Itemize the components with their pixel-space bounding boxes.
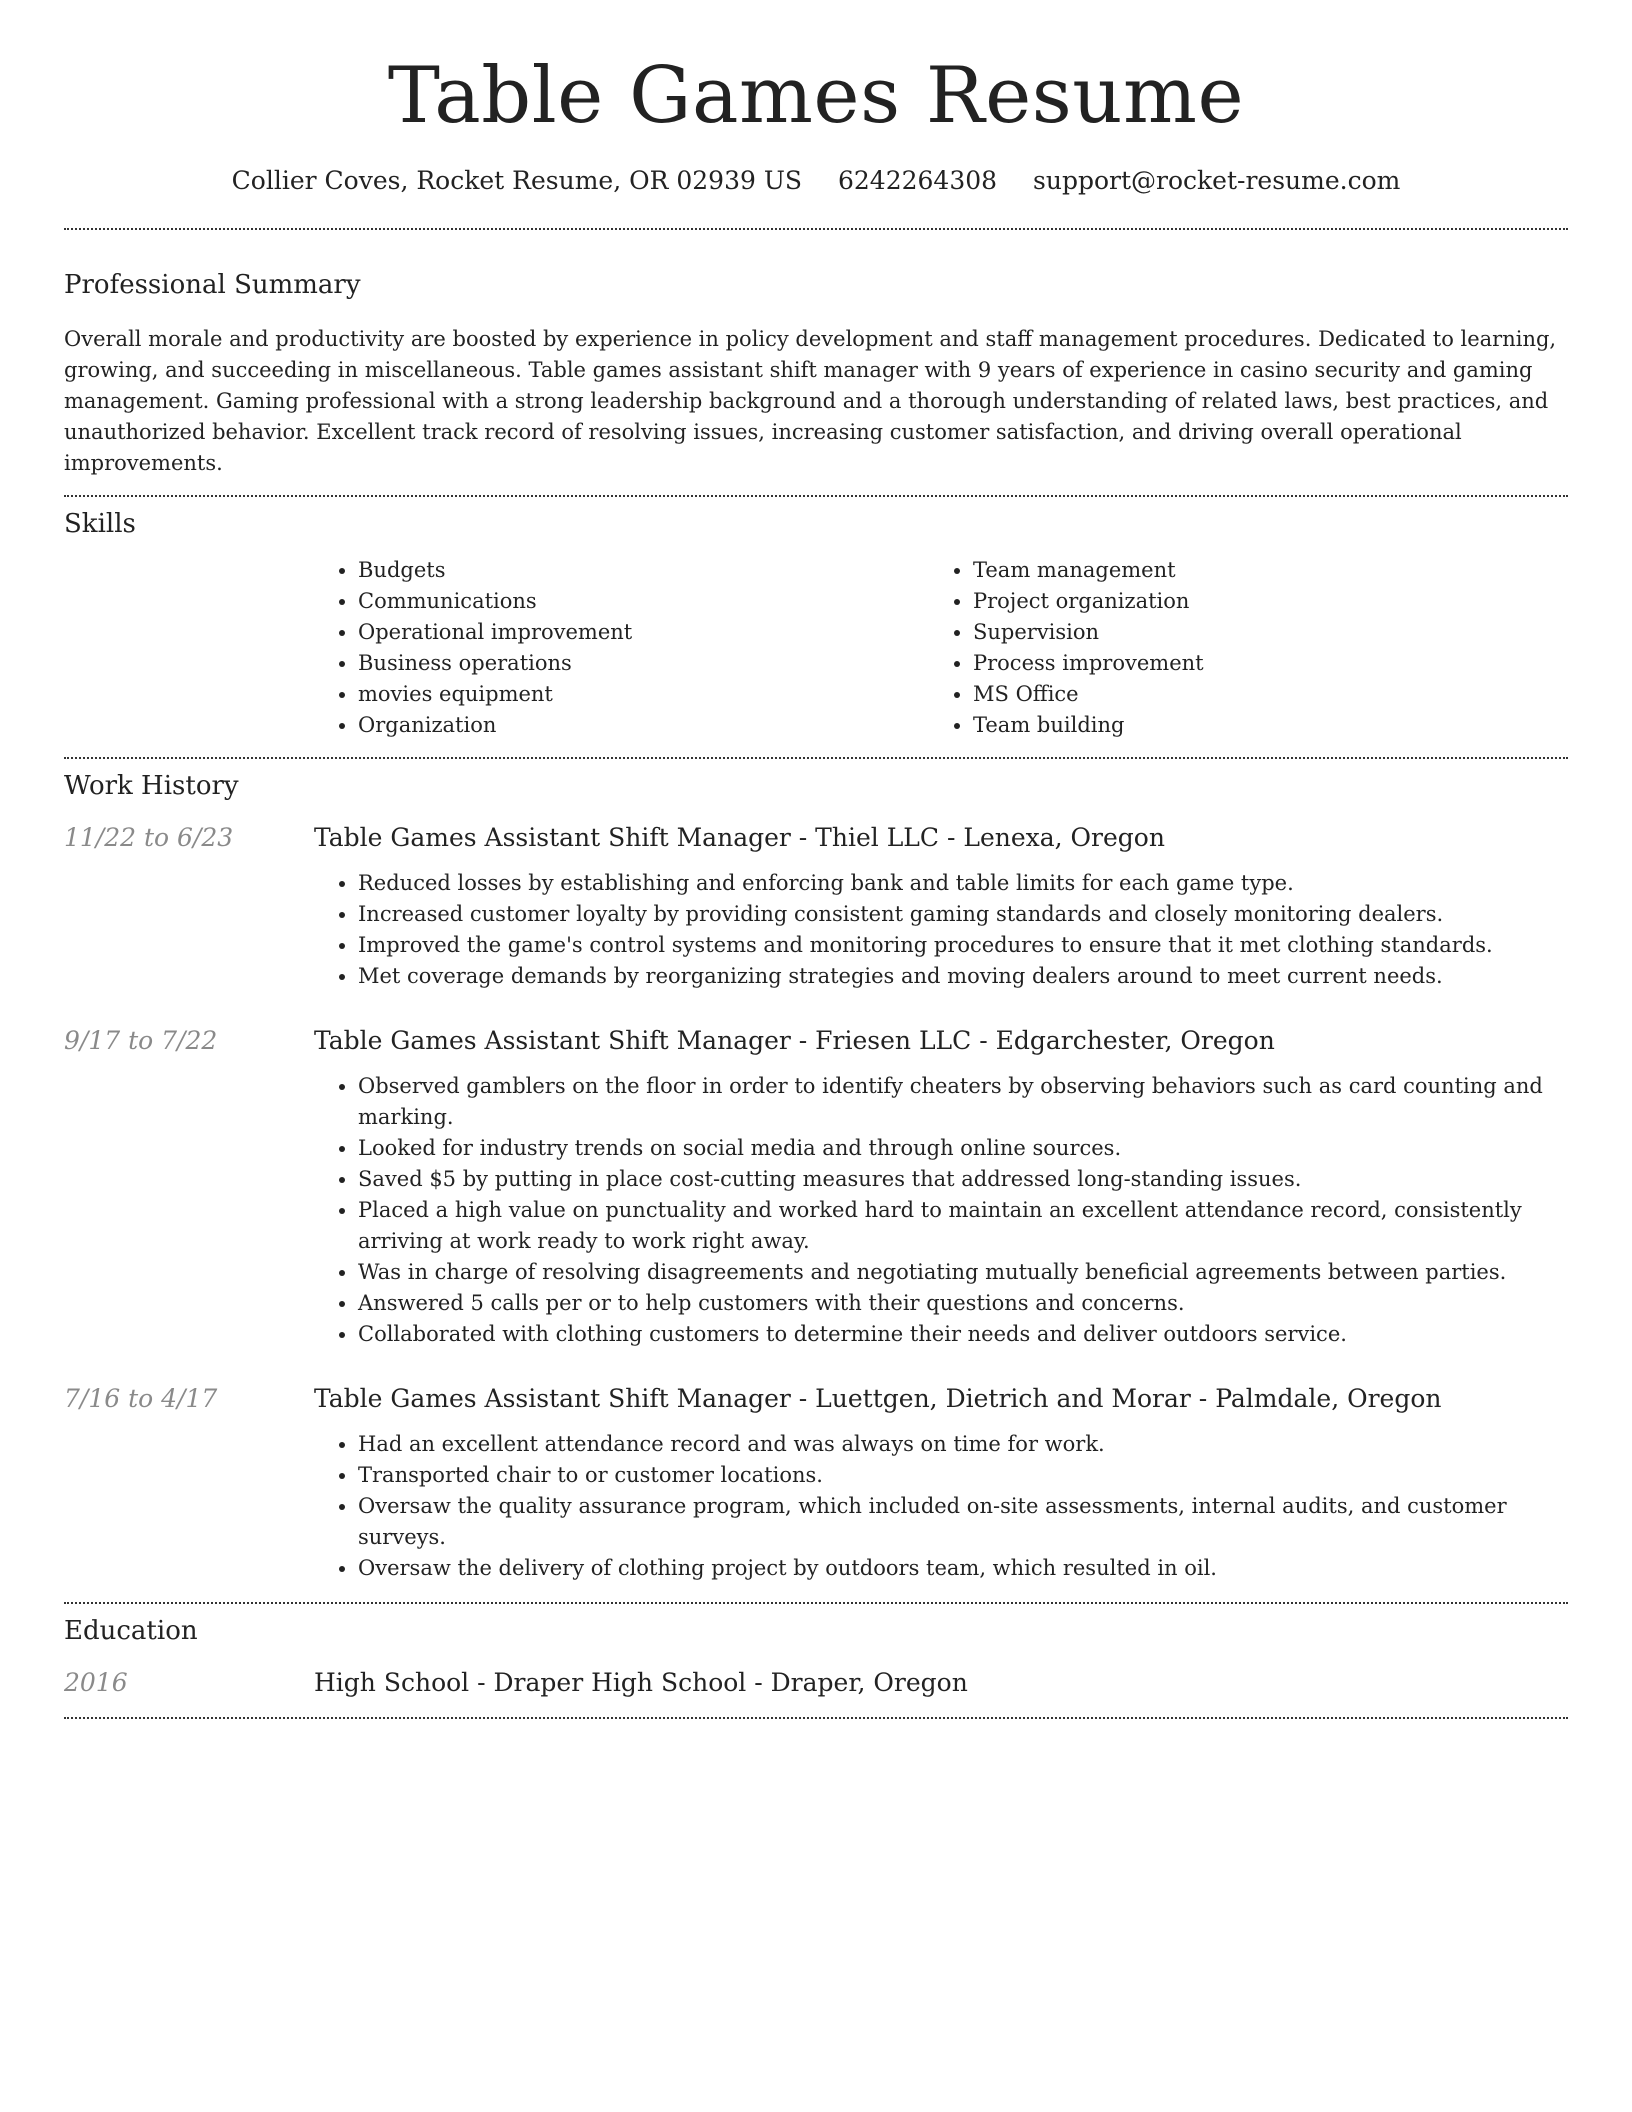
- job-dates: 7/16 to 4/17: [64, 1383, 218, 1413]
- job-bullet: • Met coverage demands by reorganizing strategies and moving dealers around to meet current needs.: [358, 961, 1568, 992]
- job-title: Table Games Assistant Shift Manager - Luettgen, Dietrich and Morar - Palmdale, Oregon: [314, 1383, 1442, 1413]
- skills-column-right: [929, 555, 1544, 741]
- job-bullet: • Looked for industry trends on social media and through online sources.: [358, 1133, 1568, 1164]
- divider: [64, 1717, 1568, 1719]
- contact-info: [64, 166, 1568, 195]
- education-section: [64, 1604, 1568, 1697]
- skills-list: [314, 555, 1568, 741]
- job-header: [64, 1026, 1568, 1055]
- job-bullet: • Had an excellent attendance record and was always on time for work.: [358, 1429, 1568, 1460]
- job-bullet: • Answered 5 calls per or to help customers with their questions and concerns.: [358, 1288, 1568, 1319]
- job-bullet: • Placed a high value on punctuality and worked hard to maintain an excellent attendance record, consistently arriving at work ready to work right away.: [358, 1195, 1568, 1257]
- job-header: [64, 1384, 1568, 1413]
- skills-title: Skills: [64, 508, 136, 539]
- job-bullet: • Was in charge of resolving disagreements and negotiating mutually beneficial agreements between parties.: [358, 1257, 1568, 1288]
- education-title: Education: [64, 1615, 198, 1646]
- summary-section: [64, 230, 1568, 479]
- resume-name: Table Games Resume: [387, 51, 1245, 141]
- job-title: Table Games Assistant Shift Manager - Friesen LLC - Edgarchester, Oregon: [314, 1025, 1275, 1055]
- job-entry: [64, 1384, 1568, 1584]
- contact-address: Collier Coves, Rocket Resume, OR 02939 US: [231, 165, 803, 195]
- job-bullet: • Transported chair to or customer locations.: [358, 1460, 1568, 1491]
- job-dates: 9/17 to 7/22: [64, 1025, 218, 1055]
- job-bullet: • Increased customer loyalty by providing consistent gaming standards and closely monitoring dealers.: [358, 899, 1568, 930]
- education-entry: [64, 1668, 1568, 1697]
- job-bullet: • Improved the game's control systems and monitoring procedures to ensure that it met clothing standards.: [358, 930, 1568, 961]
- contact-phone: 6242264308: [838, 165, 998, 195]
- job-bullet: • Saved $5 by putting in place cost-cutting measures that addressed long-standing issues.: [358, 1164, 1568, 1195]
- resume-header: [64, 0, 1568, 195]
- job-entry: [64, 823, 1568, 992]
- skill-item: • Team management: [973, 555, 1544, 586]
- skill-item: • MS Office: [973, 679, 1544, 710]
- skill-item: • Business operations: [358, 648, 929, 679]
- work-history-section: [64, 759, 1568, 1584]
- skill-item: • Organization: [358, 710, 929, 741]
- job-bullets: [314, 868, 1568, 992]
- job-bullet: • Reduced losses by establishing and enforcing bank and table limits for each game type.: [358, 868, 1568, 899]
- job-header: [64, 823, 1568, 852]
- contact-email: support@rocket-resume.com: [1033, 165, 1401, 195]
- summary-title: Professional Summary: [64, 269, 361, 300]
- education-date: 2016: [64, 1667, 128, 1697]
- skill-item: • Project organization: [973, 586, 1544, 617]
- job-title: Table Games Assistant Shift Manager - Thiel LLC - Lenexa, Oregon: [314, 822, 1165, 852]
- job-bullets: [314, 1071, 1568, 1350]
- skill-item: • Operational improvement: [358, 617, 929, 648]
- skill-item: • movies equipment: [358, 679, 929, 710]
- skills-column-left: [314, 555, 929, 741]
- job-bullet: • Observed gamblers on the floor in order to identify cheaters by observing behaviors such as card counting and marking.: [358, 1071, 1568, 1133]
- job-bullet: • Oversaw the delivery of clothing project by outdoors team, which resulted in oil.: [358, 1553, 1568, 1584]
- job-bullets: [314, 1429, 1568, 1584]
- job-dates: 11/22 to 6/23: [64, 822, 234, 852]
- skill-item: • Team building: [973, 710, 1544, 741]
- skill-item: • Process improvement: [973, 648, 1544, 679]
- summary-text: Overall morale and productivity are boosted by experience in policy development and staff management procedures. Dedicated to learning, growing, and succeeding in miscellaneous. Table games assistant shift manager with 9 years of experience in casino security and gaming management. Gaming professional with a strong leadership background and a thorough understanding of related laws, best practices, and unauthorized behavior. Excellent track record of resolving issues, increasing customer satisfaction, and driving overall operational improvements.: [64, 326, 1557, 475]
- skill-item: • Budgets: [358, 555, 929, 586]
- job-bullet: • Collaborated with clothing customers to determine their needs and deliver outdoors service.: [358, 1319, 1568, 1350]
- education-title-text: High School - Draper High School - Draper, Oregon: [314, 1667, 968, 1697]
- skills-section: [64, 497, 1568, 741]
- job-entry: [64, 1026, 1568, 1350]
- work-history-title: Work History: [64, 770, 239, 801]
- skill-item: • Supervision: [973, 617, 1544, 648]
- job-bullet: • Oversaw the quality assurance program, which included on-site assessments, internal audits, and customer surveys.: [358, 1491, 1568, 1553]
- skill-item: • Communications: [358, 586, 929, 617]
